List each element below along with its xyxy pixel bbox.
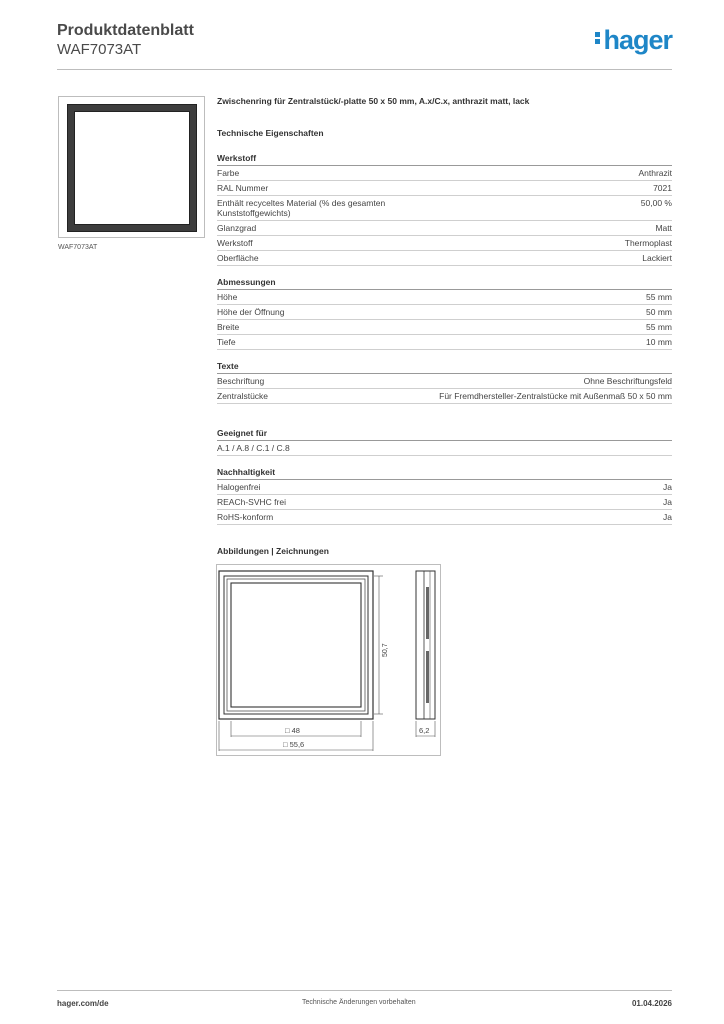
spec-value: Für Fremdhersteller-Zentralstücke mit Außenmaß 50 x 50 mm — [439, 391, 672, 401]
logo-text: hager — [603, 25, 672, 55]
spec-row — [217, 196, 672, 221]
spec-row — [217, 374, 672, 389]
footer-disclaimer: Technische Änderungen vorbehalten — [302, 999, 416, 1006]
footer-date: 01.04.2026 — [631, 999, 672, 1008]
section-title: Nachhaltigkeit — [217, 467, 672, 480]
spec-value: Ja — [663, 512, 672, 522]
spec-key: Werkstoff — [217, 238, 253, 248]
spec-row — [217, 221, 672, 236]
spec-key: Breite — [217, 322, 240, 332]
spec-sections — [217, 153, 672, 525]
page-footer — [57, 990, 672, 1010]
spec-row — [217, 320, 672, 335]
spec-value: Ja — [663, 482, 672, 492]
spec-value: Matt — [655, 223, 672, 233]
spec-key: Höhe der Öffnung — [217, 307, 285, 317]
spec-row — [217, 251, 672, 266]
product-image — [58, 96, 205, 238]
spec-row — [217, 290, 672, 305]
section-title: Geeignet für — [217, 428, 672, 441]
spec-row — [217, 510, 672, 525]
section-title: Texte — [217, 361, 672, 374]
page-header — [57, 20, 672, 70]
spec-value: 10 mm — [646, 337, 672, 347]
drawing-svg — [217, 565, 442, 757]
product-number: WAF7073AT — [57, 41, 142, 58]
dim-height-label: 50,7 — [382, 643, 389, 657]
spec-value: 50 mm — [646, 307, 672, 317]
spec-value: Thermoplast — [624, 238, 672, 248]
spec-row — [217, 480, 672, 495]
spec-row — [217, 305, 672, 320]
product-details — [217, 96, 672, 525]
dim-depth-label: 6,2 — [419, 726, 430, 735]
section-title: Abmessungen — [217, 277, 672, 290]
spec-key: Beschriftung — [217, 376, 265, 386]
spec-row — [217, 181, 672, 196]
footer-website: hager.com/de — [57, 999, 109, 1008]
spec-key: Höhe — [217, 292, 238, 302]
spec-row — [217, 389, 672, 404]
spec-key: RoHS-konform — [217, 512, 274, 522]
document-title: Produktdatenblatt — [57, 22, 194, 39]
spec-value: Ja — [663, 497, 672, 507]
technical-drawing — [216, 564, 441, 756]
section-title: Werkstoff — [217, 153, 672, 166]
spec-row — [217, 495, 672, 510]
spec-value: Ohne Beschriftungsfeld — [583, 376, 672, 386]
product-frame-graphic — [67, 104, 197, 232]
spec-value: 7021 — [653, 183, 672, 193]
spec-key: A.1 / A.8 / C.1 / C.8 — [217, 443, 290, 453]
spec-value: 55 mm — [646, 292, 672, 302]
spec-row — [217, 335, 672, 350]
dim-inner-label: □ 48 — [285, 726, 300, 735]
dim-outer-label: □ 55,6 — [283, 740, 305, 749]
spec-key: RAL Nummer — [217, 183, 269, 193]
spec-value: 50,00 % — [640, 198, 672, 208]
spec-row — [217, 166, 672, 181]
hager-logo — [595, 25, 672, 56]
drawings-title: Abbildungen | Zeichnungen — [217, 546, 329, 556]
spec-row — [217, 236, 672, 251]
product-description: Zwischenring für Zentralstück/-platte 50 x 50 mm, A.x/C.x, anthrazit matt, lack — [217, 96, 530, 106]
spec-value: Lackiert — [642, 253, 672, 263]
spec-key: REACh-SVHC frei — [217, 497, 286, 507]
spec-key: Glanzgrad — [217, 223, 257, 233]
spec-key: Enthält recyceltes Material (% des gesamten Kunststoffgewichts) — [217, 198, 386, 218]
spec-key: Farbe — [217, 168, 240, 178]
spec-key: Zentralstücke — [217, 391, 269, 401]
spec-key: Tiefe — [217, 337, 236, 347]
spec-row — [217, 441, 672, 456]
product-image-caption: WAF7073AT — [58, 244, 98, 251]
spec-key: Oberfläche — [217, 253, 259, 263]
technical-properties-title: Technische Eigenschaften — [217, 128, 324, 138]
spec-value: 55 mm — [646, 322, 672, 332]
spec-key: Halogenfrei — [217, 482, 261, 492]
spec-value: Anthrazit — [638, 168, 672, 178]
